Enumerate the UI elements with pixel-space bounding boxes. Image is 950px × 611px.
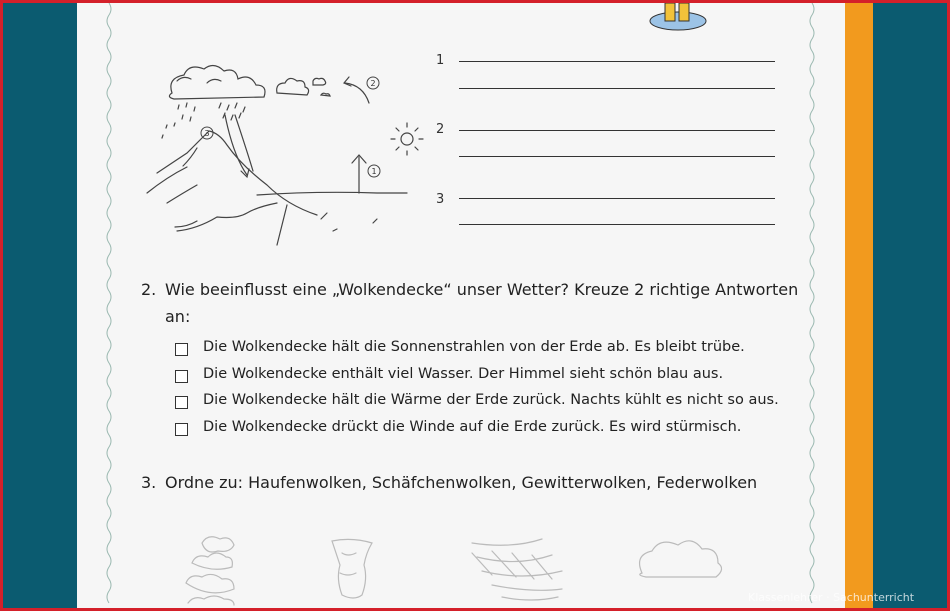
cloud-rain-boots-icon (643, 3, 713, 33)
schaefchenwolke-drawing (640, 541, 722, 577)
wavy-border-left (105, 3, 113, 608)
question-2-text-continued: an: (165, 307, 191, 326)
answer-option-1: Die Wolkendecke hält die Sonnenstrahlen von der Erde ab. Es bleibt trübe. (203, 339, 745, 355)
answer-option-3: Die Wolkendecke hält die Wärme der Erde zurück. Nachts kühlt es nicht so aus. (203, 392, 779, 408)
answer-line-1a[interactable] (459, 61, 775, 62)
answer-line-1b[interactable] (459, 88, 775, 89)
question-3-number: 3. (141, 473, 157, 492)
answer-option-2: Die Wolkendecke enthält viel Wasser. Der Himmel sieht schön blau aus. (203, 366, 724, 382)
answer-checkbox-4[interactable] (175, 423, 188, 436)
answer-checkbox-1[interactable] (175, 343, 188, 356)
federwolke-drawing (472, 539, 562, 600)
answer-checkbox-2[interactable] (175, 370, 188, 383)
answer-checkbox-3[interactable] (175, 396, 188, 409)
answer-label-3: 3 (436, 192, 445, 207)
frame-left-border (0, 0, 3, 611)
answer-label-1: 1 (436, 53, 445, 68)
question-2-text: Wie beeinflusst eine „Wolkendecke“ unser Wetter? Kreuze 2 richtige Antworten (165, 280, 799, 299)
answer-line-3b[interactable] (459, 224, 775, 225)
gewitterwolke-drawing (332, 539, 372, 598)
haufenwolke-drawing (186, 537, 234, 605)
cloud-types-drawings (172, 533, 772, 608)
question-3-text: Ordne zu: Haufenwolken, Schäfchenwolken, Gewitterwolken, Federwolken (165, 473, 758, 492)
site-watermark: Klassenlehrer · Sachunterricht (748, 591, 915, 604)
water-cycle-diagram (137, 53, 437, 253)
wavy-border-right (808, 3, 816, 608)
answer-line-3a[interactable] (459, 198, 775, 199)
worksheet-page (77, 3, 845, 608)
answer-option-4: Die Wolkendecke drückt die Winde auf die Erde zurück. Es wird stürmisch. (203, 419, 742, 435)
diagram-marker-3: 3 (204, 129, 210, 138)
answer-line-2a[interactable] (459, 130, 775, 131)
question-2-number: 2. (141, 280, 157, 299)
answer-line-2b[interactable] (459, 156, 775, 157)
diagram-marker-1: 1 (371, 167, 377, 176)
diagram-marker-2: 2 (370, 79, 376, 88)
answer-label-2: 2 (436, 122, 445, 137)
orange-side-strip (845, 3, 873, 608)
